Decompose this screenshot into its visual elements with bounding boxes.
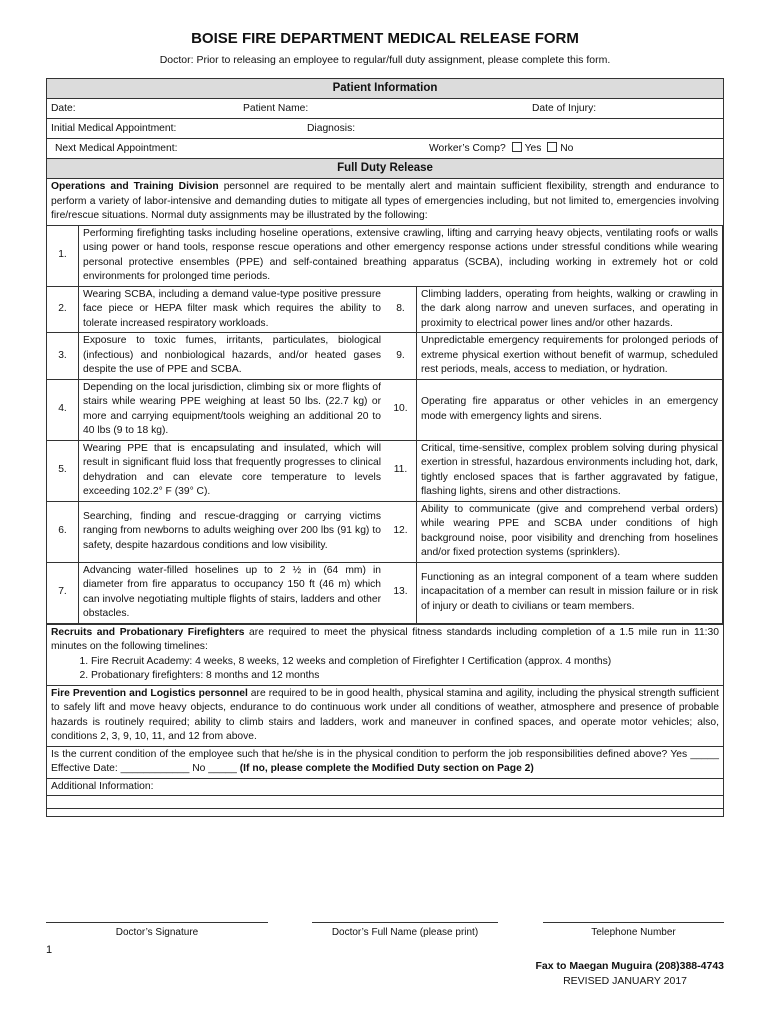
duty-item: Operating fire apparatus or other vehicles in an emergency mode with emergency lights and sirens. bbox=[417, 380, 723, 441]
recruits-paragraph bbox=[47, 625, 723, 686]
form-subtitle: Doctor: Prior to releasing an employee to regular/full duty assignment, please complete this form. bbox=[159, 54, 611, 66]
item-number: 4. bbox=[47, 380, 79, 441]
duty-item: Functioning as an integral component of a team where sudden incapacitation of a member can result in mission failure or in risk of injury or death to civilians or team members. bbox=[417, 563, 723, 624]
condition-question-text: Is the current condition of the employee such that he/she is in the physical condition to perform the job responsibilities defined above? Yes _____ Effective Date: ____________ No _____ bbox=[51, 748, 719, 774]
additional-information-line[interactable] bbox=[47, 796, 723, 809]
yes-label: Yes bbox=[524, 143, 542, 154]
patient-row-2 bbox=[47, 119, 723, 139]
medical-release-form bbox=[46, 78, 724, 817]
item-number: 7. bbox=[47, 563, 79, 624]
doctor-name-line[interactable] bbox=[312, 922, 498, 923]
duty-grid bbox=[47, 226, 723, 625]
fax-instruction: Fax to Maegan Muguira (208)388-4743 bbox=[535, 960, 724, 972]
date-label[interactable]: Date: bbox=[51, 103, 76, 114]
condition-question-bold: (If no, please complete the Modified Duty section on Page 2) bbox=[239, 763, 534, 774]
item-number: 10. bbox=[385, 380, 417, 441]
operations-paragraph bbox=[47, 179, 723, 226]
prevention-text: are required to be in good health, physical stamina and agility, including the physical strength sufficient to safely lift and move heavy objects, endurance to do continuous work under all conditions of weather, atmosphere and presence of probable hazards is routinely required; ability to climb stairs and ladders, work and maneuver in confined spaces, and operate motor vehicles; also, conditions 2, 3, 9, 10, 11, and 12 from above. bbox=[51, 687, 719, 742]
duty-item: Searching, finding and rescue-dragging or carrying victims ranging from newborns to adults weighing over 200 lbs (91 kg) to safety, despite hazardous conditions and low visibility. bbox=[79, 502, 385, 563]
additional-information-line[interactable] bbox=[47, 809, 723, 816]
item-number: 8. bbox=[385, 287, 417, 334]
duty-item: Unpredictable emergency requirements for prolonged periods of extreme physical exertion without benefit of warmup, scheduled rest periods, meals, access to mediation, or hydration. bbox=[417, 333, 723, 380]
doctor-name-label: Doctor’s Full Name (please print) bbox=[331, 927, 479, 938]
workers-comp-label: Worker’s Comp? bbox=[429, 143, 506, 154]
item-number: 12. bbox=[385, 502, 417, 563]
item-number: 13. bbox=[385, 563, 417, 624]
duty-item: Climbing ladders, operating from heights, walking or crawling in the dark along narrow and uneven surfaces, and operating in proximity to electrical power lines and/or other hazards. bbox=[417, 287, 723, 334]
diagnosis-label[interactable]: Diagnosis: bbox=[307, 123, 356, 134]
next-appointment-label[interactable]: Next Medical Appointment: bbox=[55, 143, 178, 154]
duty-item: Performing firefighting tasks including hoseline operations, extensive crawling, lifting and carrying heavy objects, ventilating roofs or walls using power or hand tools, response rescue operations and other emergency response actions under stressful conditions while wearing personal protective ensembles (PPE) and self-contained breathing apparatus (SCBA), including working in extremely hot or cold environments for prolonged time periods. bbox=[79, 226, 723, 287]
recruits-text: are required to meet the physical fitness standards including completion of a 1.5 mile run in 11:30 minutes on the following timelines: bbox=[51, 626, 719, 652]
page-number: 1 bbox=[46, 944, 53, 956]
revision-date: REVISED JANUARY 2017 bbox=[563, 975, 687, 987]
condition-question[interactable] bbox=[47, 747, 723, 779]
recruits-bold: Recruits and Probationary Firefighters bbox=[51, 626, 245, 638]
duty-item: Wearing SCBA, including a demand value-type positive pressure face piece or HEPA filter mask which requires the ability to tolerate increased respiratory workloads. bbox=[79, 287, 385, 334]
no-checkbox[interactable] bbox=[547, 142, 557, 152]
duty-item: Exposure to toxic fumes, irritants, particulates, biological (infectious) and nonbiological hazards, and/or heated gases despite the use of PPE and SCBA. bbox=[79, 333, 385, 380]
patient-name-label[interactable]: Patient Name: bbox=[243, 103, 309, 114]
prevention-paragraph bbox=[47, 686, 723, 747]
telephone-label: Telephone Number bbox=[591, 927, 676, 938]
duty-item: Depending on the local jurisdiction, climbing six or more flights of stairs while wearing PPE weighing at least 50 lbs. (22.7 kg) or more and carrying equipment/tools weighing an additional 20 to 40 lbs (9 to 18 kg). bbox=[79, 380, 385, 441]
date-of-injury-label[interactable]: Date of Injury: bbox=[532, 103, 597, 114]
item-number: 3. bbox=[47, 333, 79, 380]
duty-item: Advancing water-filled hoselines up to 2 ½ in (64 mm) in diameter from fire apparatus to occupancy 150 ft (46 m) which can involve negotiating multiple flights of stairs, ladders and other obstacles. bbox=[79, 563, 385, 624]
full-duty-release-header: Full Duty Release bbox=[47, 159, 723, 179]
no-label: No bbox=[560, 143, 574, 154]
item-number: 5. bbox=[47, 441, 79, 502]
workers-comp-field bbox=[429, 139, 573, 158]
form-title: BOISE FIRE DEPARTMENT MEDICAL RELEASE FORM bbox=[191, 30, 579, 47]
item-number: 6. bbox=[47, 502, 79, 563]
operations-text: personnel are required to be mentally alert and maintain sufficient flexibility, strength and endurance to perform a variety of labor-intensive and demanding duties to mitigate all types of emergencies including, but not limited to, emergencies involving fire/rescue situations. Normal duty assignments may be illustrated by the following: bbox=[51, 181, 719, 221]
recruit-item: 1. Fire Recruit Academy: 4 weeks, 8 weeks, 12 weeks and completion of Firefighter I Certification (approx. 4 months) bbox=[91, 655, 719, 670]
duty-item: Ability to communicate (give and comprehend verbal orders) while wearing PPE and SCBA under conditions of high background noise, poor visibility and drenching from hoselines and/or fixed protection systems (sprinklers). bbox=[417, 502, 723, 563]
patient-row-3 bbox=[47, 139, 723, 159]
item-number: 1. bbox=[47, 226, 79, 287]
additional-information-label[interactable]: Additional Information: bbox=[47, 779, 723, 797]
operations-bold: Operations and Training Division bbox=[51, 181, 219, 192]
duty-item: Critical, time-sensitive, complex problem solving during physical exertion in stressful, hazardous environments including hot, dark, tightly enclosed spaces that is farther aggravated by fatigue, flashing lights, sirens and other distractions. bbox=[417, 441, 723, 502]
initial-appointment-label[interactable]: Initial Medical Appointment: bbox=[51, 123, 177, 134]
prevention-bold: Fire Prevention and Logistics personnel bbox=[51, 687, 248, 699]
doctor-signature-line[interactable] bbox=[46, 922, 268, 923]
yes-checkbox[interactable] bbox=[512, 142, 522, 152]
duty-item: Wearing PPE that is encapsulating and insulated, which will result in significant fluid loss that frequently progresses to clinical dehydration and can elevate core temperature to levels exceeding 102.2° F (39° C). bbox=[79, 441, 385, 502]
recruit-item: 2. Probationary firefighters: 8 months and 12 months bbox=[91, 669, 719, 684]
item-number: 11. bbox=[385, 441, 417, 502]
patient-information-header: Patient Information bbox=[47, 79, 723, 99]
telephone-line[interactable] bbox=[543, 922, 724, 923]
doctor-signature-label: Doctor’s Signature bbox=[115, 927, 199, 938]
item-number: 9. bbox=[385, 333, 417, 380]
patient-row-1 bbox=[47, 99, 723, 119]
item-number: 2. bbox=[47, 287, 79, 334]
